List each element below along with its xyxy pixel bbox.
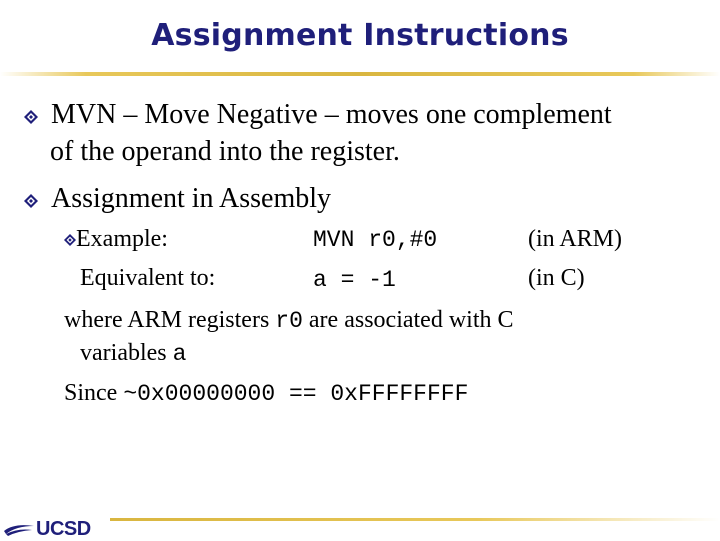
variables-row bbox=[80, 340, 186, 367]
bullet-2 bbox=[24, 183, 331, 215]
example-note: (in ARM) bbox=[528, 226, 623, 252]
variables-code: a bbox=[172, 341, 187, 367]
since-code: ~0x00000000 == 0xFFFFFFFF bbox=[123, 381, 469, 407]
example-label-row bbox=[64, 226, 168, 253]
footer-divider bbox=[110, 518, 720, 521]
where-register-code: r0 bbox=[275, 308, 303, 334]
example-label: Example: bbox=[76, 226, 168, 252]
diamond-bullet-icon bbox=[24, 194, 38, 208]
where-text-post: are associated with C bbox=[302, 307, 514, 333]
diamond-bullet-icon bbox=[24, 110, 38, 124]
swoosh-icon bbox=[4, 522, 34, 536]
bullet-1-line-1: MVN – Move Negative – moves one complement bbox=[51, 99, 612, 130]
title-divider bbox=[0, 72, 720, 76]
diamond-bullet-icon bbox=[64, 234, 76, 246]
equivalent-note: (in C) bbox=[528, 265, 585, 291]
logo-text: UCSD bbox=[36, 517, 91, 540]
example-code: MVN r0,#0 bbox=[313, 227, 438, 253]
since-text: Since bbox=[64, 380, 124, 406]
ucsd-logo bbox=[4, 518, 91, 540]
bullet-1 bbox=[24, 99, 612, 131]
equivalent-code: a = -1 bbox=[313, 267, 396, 293]
bullet-1-line-2: of the operand into the register. bbox=[50, 136, 400, 167]
equivalent-label: Equivalent to: bbox=[80, 265, 216, 291]
variables-text: variables bbox=[80, 340, 173, 366]
slide-title: Assignment Instructions bbox=[151, 18, 569, 53]
where-text-pre: where ARM registers bbox=[64, 307, 276, 333]
where-row bbox=[64, 307, 514, 334]
bullet-2-text: Assignment in Assembly bbox=[51, 183, 332, 214]
since-row bbox=[64, 380, 468, 407]
